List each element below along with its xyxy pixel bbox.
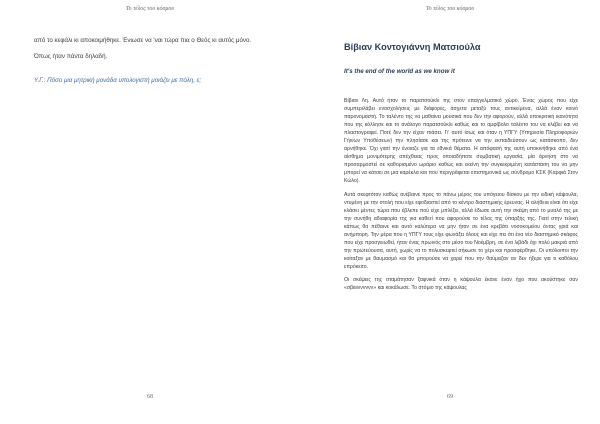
body-paragraph: Οι σκέψεις της σταμάτησαν ξαφνικά όταν η κάψουλα έκανε έναν ήχο που ακούστηκε σαν «σβιιιινννννν» και κοκάλωσε. Το στόμιο της κάψουλας xyxy=(344,276,578,292)
postscript-question: Υ.Γ.: Πόσο μια μητρική μονάδα υπολογιστή μοιάζει με πόλη, ε; xyxy=(34,77,202,84)
left-page-body xyxy=(34,36,274,92)
body-paragraph: Βίβιαν Λη. Αυτό ήταν το παρατσούκλι της στον επαγγελματικό χώρο. Ένας χώρος που είχε συμπεριλάβει ενασχολήσεις με διάφορες, άσχετα μεταξύ τους αντικείμενα, αλλά έναν κοινό παρονομαστή. Το ταλέντο της να μαθαίνει μουσικά που δεν την αφορούν, αλλά υποκριτική ικανότητα που της κόλλησε και το ανάλογο παρατσούκλι καθώς και το αμφίβολο ταλέντο του να κλέβει και να πλαστογραφεί. Ποτέ δεν την είχαν πιάσει. Γι' αυτό ίσως και όταν η ΥΠΓΥ (Υπηρεσία Πληροφοριών Γήινων Υποθέσεων) την πλησίασε και της πρότεινε να την εκπαιδεύσουν ως κατάσκοπο, δεν αρνήθηκε. Όχι γιατί την ένοιαζε για τα εθνικά θέματα. Η απόφασή της αυτή υποκινήθηκε από ένα αίσθημα μονιμότερης απέχθειας προς οποιαδήποτε συμβατική εργασία, μία άρνηση στο να προσαρμοστεί σε καθορισμένο ωράριο καθώς και εκείνη την συγκεκριμένη κατάσταση του να μην μπορεί να κάτσει σε μια καρέκλα και που περιγράφεται επιστημονικά ως σύνδρομο ΚΣΚ (Καρφιά Στον Κώλο). xyxy=(344,98,578,185)
running-head: Το τέλος του κόσμου xyxy=(125,6,175,12)
chapter-subtitle: It's the end of the world as we know it xyxy=(344,68,455,75)
page-number: 69 xyxy=(447,394,453,400)
running-head: Το τέλος του κόσμου xyxy=(425,6,475,12)
body-paragraph: Όπως ήταν πάντα δηλαδή. xyxy=(34,53,108,60)
chapter-title: Βίβιαν Κοντογιάννη Ματσιούλα xyxy=(344,42,481,52)
right-page-body xyxy=(344,97,578,292)
right-page xyxy=(300,0,600,424)
right-page-content xyxy=(344,30,578,297)
body-paragraph: από το κεφάλι κι αποκοιμήθηκε. Ένιωσε να 'ναι τώρα πια ο Θεός κι αυτός μόνο. xyxy=(34,37,252,44)
page-number: 68 xyxy=(147,394,153,400)
body-paragraph: Αυτά σκεφτόταν καθώς ανέβαινε προς το πάνω μέρος του υπόγειου δίσκου με την ειδική κάψουλα, ντυμένη με την στολή που είχε εφοδιαστεί από το κέντρο διαστημικής έρευνας. Η αλήθεια είναι ότι είχε κλάσει μέντες τώρα που έβλεπε πού είχε μπλέξει, αλλά έδωσε αυτή την σκέψη από το μυαλό της με την συνήθη αδιαφορία της για καθετί που αφορούσε το τέλος της ύπαρξής της. Γιατί στην τελική κάπως θα πέθαινε και αυτό καλύτερα να μην ήταν σε ένα κρεβάτι νοσοκομείου όντας γριά και ανήμπορη. Την μέρα που η ΥΠΓΥ τους είχε φωνάξει όλους και είχε πει ότι ένα νέο διαστημικό σκάφος που είχε προσγειωθεί, ήταν ένας πρωινός στο μέσο του Νοέμβρη, σε ένα λιβάδι όχι πολύ μακριά από την πρωτεύουσα, αυτή, χωρίς να το πολυσκεφτεί σήκωσε το χέρι και προσφέρθηκε. Οι υπόλοιποι την κοίταξαν με θαυμασμό και θα μπορούσε να χαρεί που την θαύμαζαν αν δεν ήξερε για τι καθόλου επρόκειτο. xyxy=(344,191,578,270)
